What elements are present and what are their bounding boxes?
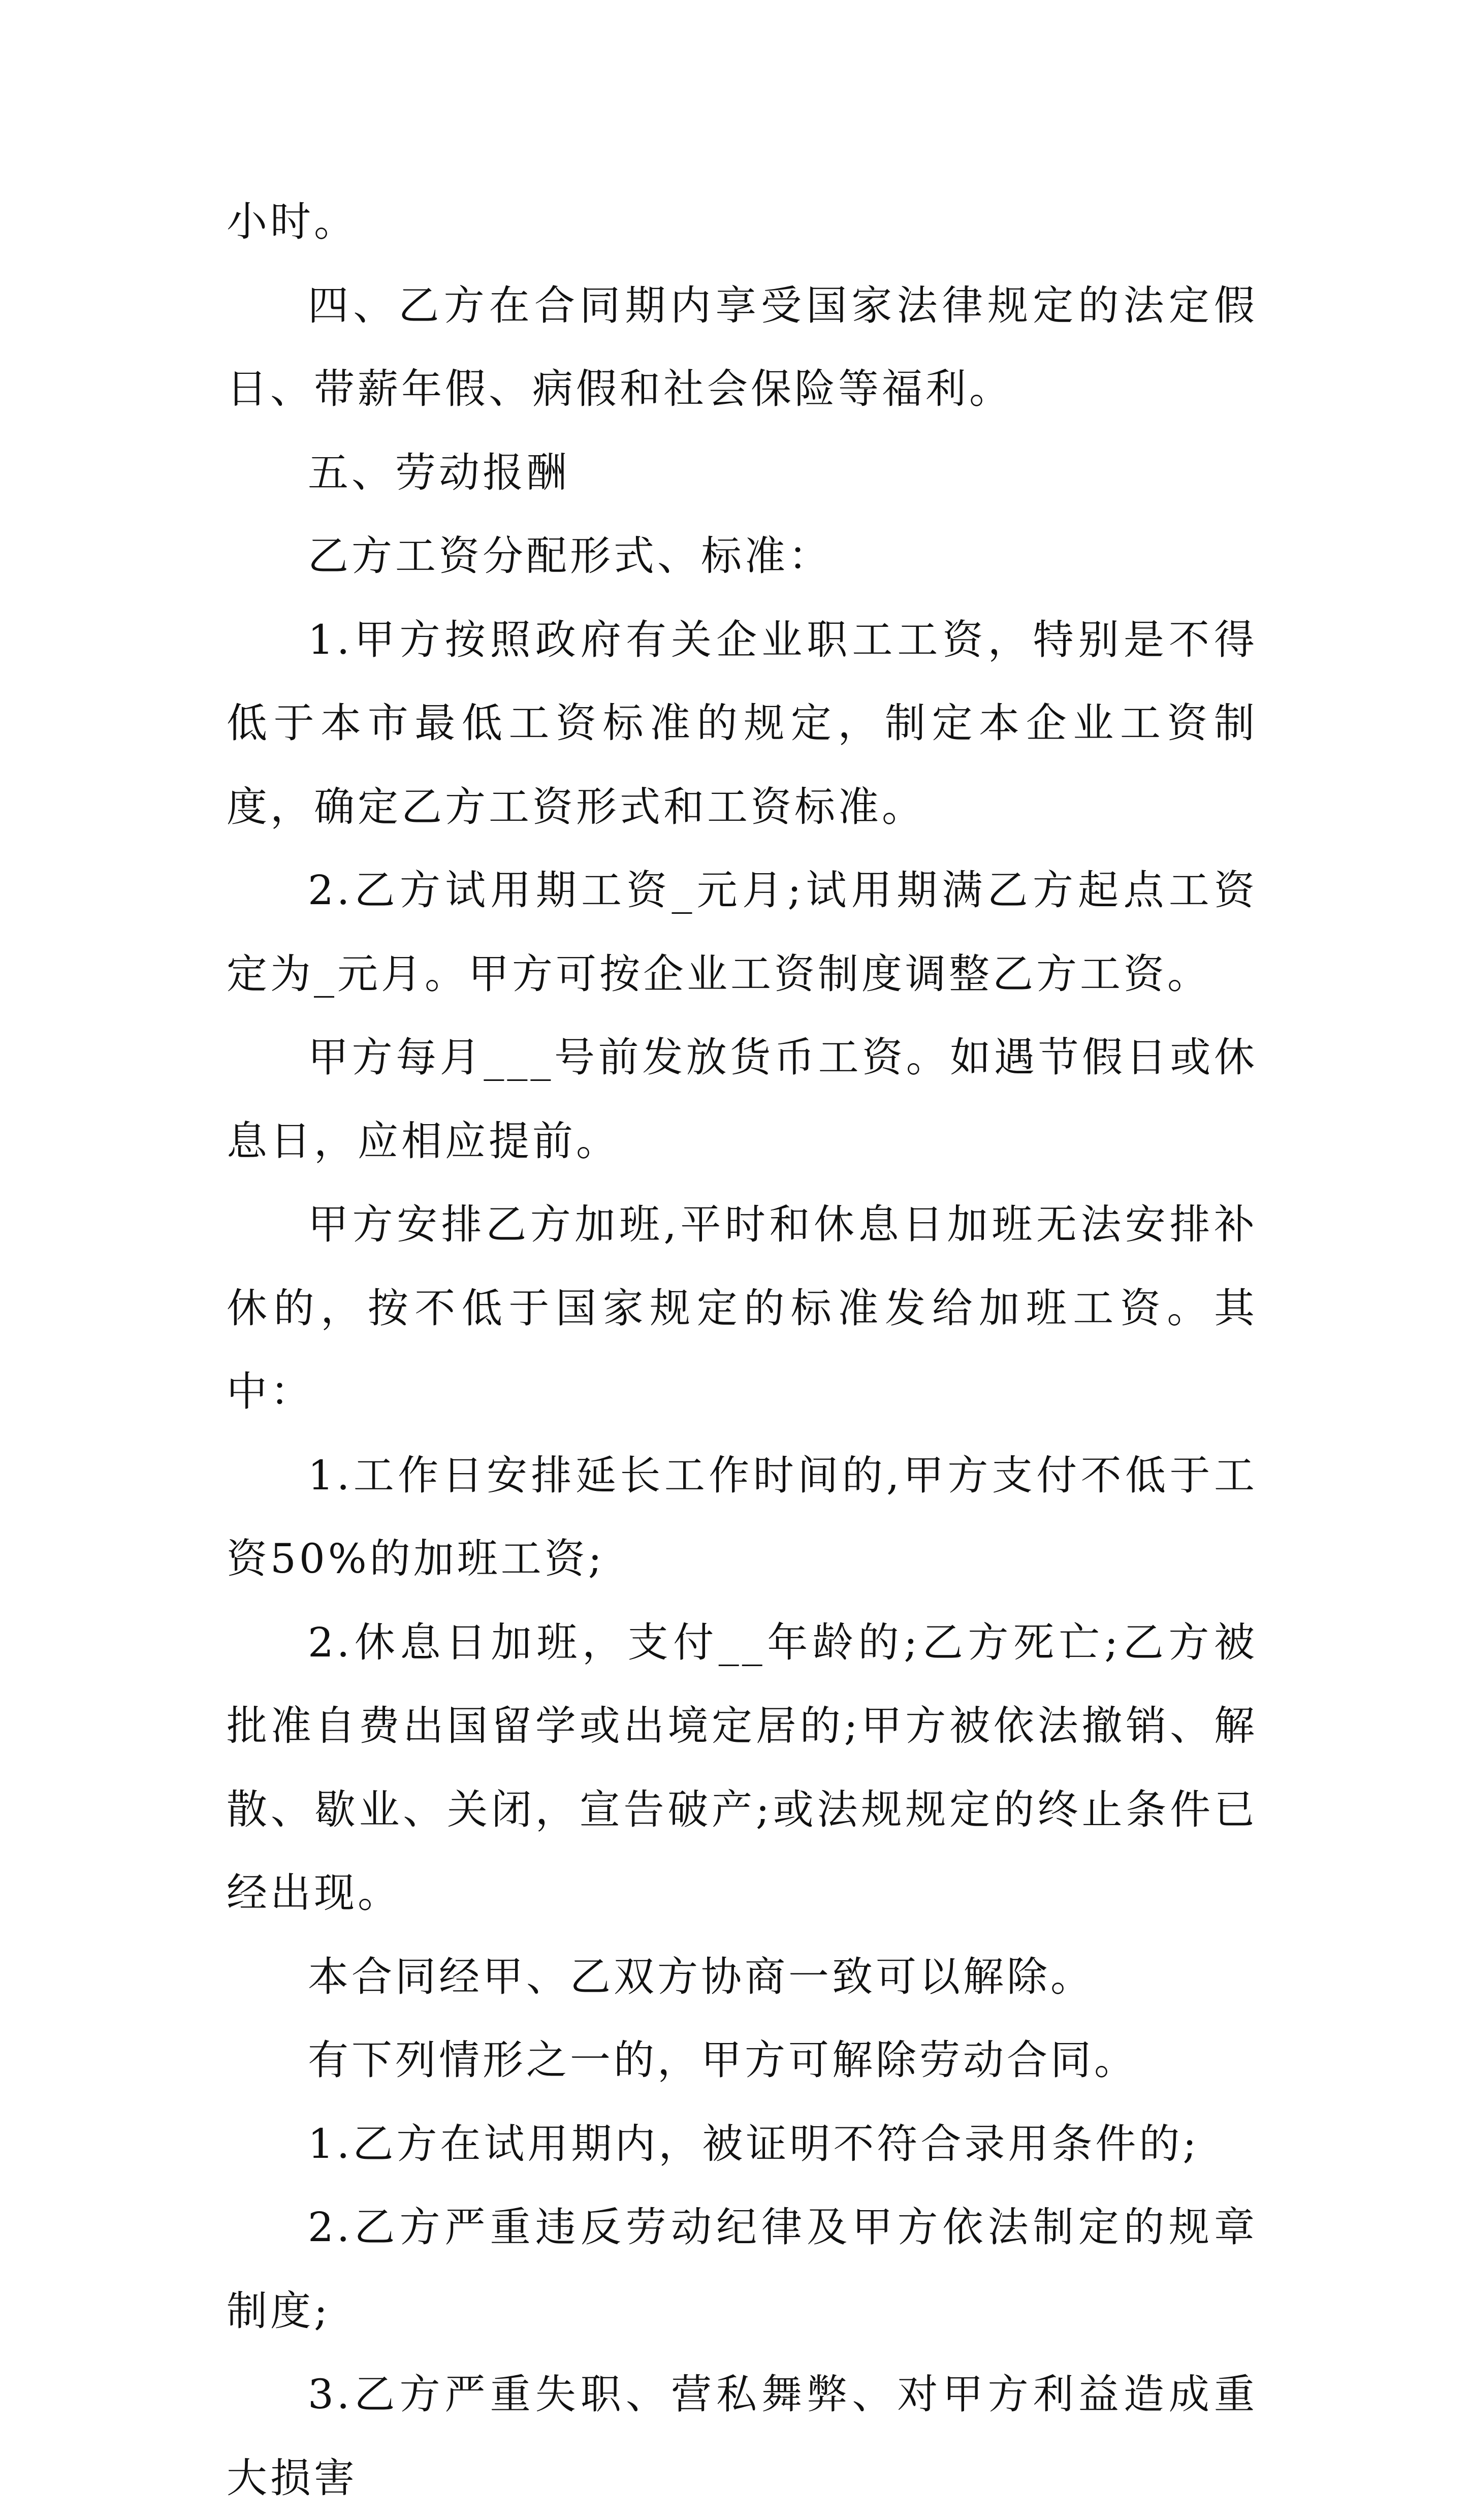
paragraph: 3.乙方严重失职、营私舞弊、对甲方利益造成重大损害 bbox=[227, 2371, 1258, 2502]
paragraph: 1.甲方按照政府有关企业职工工资，特别是不得低于本市最低工资标准的规定，制定本企业工资制度，确定乙方工资形式和工资标准。 bbox=[227, 616, 1258, 831]
paragraph: 1.工作日安排延长工作时间的,甲方支付不低于工资50%的加班工资; bbox=[227, 1451, 1258, 1582]
paragraph: 2.乙方严重违反劳动纪律及甲方依法制定的规章制度; bbox=[227, 2204, 1258, 2335]
paragraph: 甲方安排乙方加班,平时和休息日加班无法安排补休的，按不低于国家规定的标准发给加班工资。其中： bbox=[227, 1201, 1258, 1415]
paragraph: 2.乙方试用期工资_元月;试用期满乙方起点工资定为_元月。甲方可按企业工资制度调整乙方工资。 bbox=[227, 867, 1258, 998]
paragraph: 2.休息日加班，支付__年龄的;乙方死亡;乙方被批准自费出国留学或出境定居的;甲方被依法撤销、解散、歇业、关闭，宣告破产;或法规规定的终止条件已经出现。 bbox=[227, 1618, 1258, 1917]
paragraph: 四、乙方在合同期内享受国家法律规定的法定假日、带薪年假、病假和社会保险等福利。 bbox=[227, 281, 1258, 412]
paragraph: 甲方每月___号前发放货币工资。如遇节假日或休息日，应相应提前。 bbox=[227, 1034, 1258, 1165]
section-heading: 五、劳动报酬 bbox=[308, 449, 570, 496]
document-body bbox=[227, 180, 1258, 2520]
paragraph: 乙方工资分配形式、标准： bbox=[308, 532, 832, 580]
paragraph: 小时。 bbox=[227, 198, 358, 245]
paragraph: 有下列情形之一的，甲方可解除劳动合同。 bbox=[308, 2036, 1138, 2084]
paragraph: 本合同经甲、乙双方协商一致可以解除。 bbox=[308, 1953, 1094, 2000]
paragraph: 1.乙方在试用期内，被证明不符合录用条件的; bbox=[308, 2120, 1200, 2167]
